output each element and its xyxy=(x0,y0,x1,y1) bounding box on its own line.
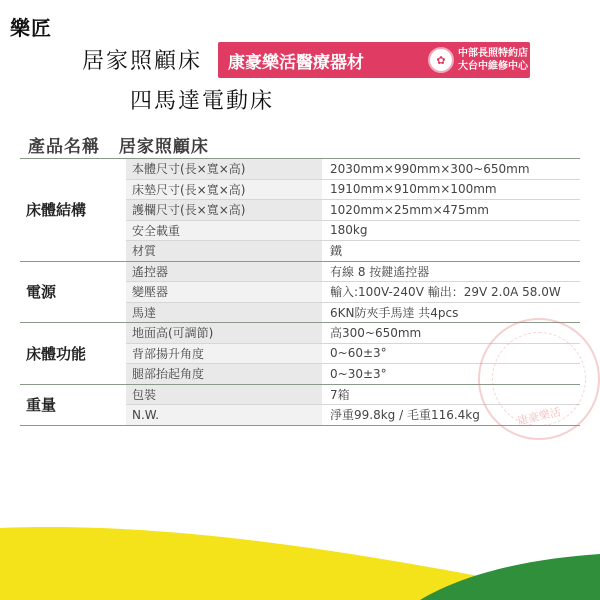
product-label: 產品名稱 xyxy=(28,137,100,157)
spec-group-name: 重量 xyxy=(26,396,57,414)
spec-value: 鐵 xyxy=(330,244,343,259)
decorative-wave xyxy=(0,500,600,600)
spec-group-name: 床體結構 xyxy=(26,201,87,220)
spec-value: 有線 8 按鍵遙控器 xyxy=(330,264,430,279)
spec-key: 腿部抬起角度 xyxy=(126,364,322,384)
spec-key: 包裝 xyxy=(126,385,322,405)
spec-value: 淨重99.8kg / 毛重116.4kg xyxy=(330,408,480,423)
spec-key: 材質 xyxy=(126,241,322,261)
store-name: 康豪樂活醫療器材 xyxy=(228,52,364,73)
store-logo-icon: ✿ xyxy=(428,47,454,73)
spec-key: 變壓器 xyxy=(126,282,322,302)
spec-value: 0~30±3° xyxy=(330,366,387,381)
spec-key: 背部揚升角度 xyxy=(126,344,322,364)
spec-row xyxy=(126,303,580,323)
spec-row xyxy=(126,282,580,303)
store-note-2: 大台中維修中心 xyxy=(458,61,528,72)
spec-key: 馬達 xyxy=(126,303,322,323)
store-notes xyxy=(458,47,528,73)
spec-row xyxy=(126,180,580,201)
spec-value: 6KN防夾手馬達 共4pcs xyxy=(330,305,459,320)
product-name: 居家照顧床 xyxy=(118,137,209,157)
spec-value: 1020mm×25mm×475mm xyxy=(330,202,489,217)
spec-value: 1910mm×910mm×100mm xyxy=(330,182,497,197)
spec-group xyxy=(20,158,580,261)
handwritten-title: 居家照顧床 xyxy=(82,49,203,74)
spec-row xyxy=(126,200,580,221)
spec-row xyxy=(126,241,580,261)
spec-key: 遙控器 xyxy=(126,262,322,282)
watermark-stamp xyxy=(478,318,600,440)
spec-group xyxy=(20,261,580,323)
spec-value: 2030mm×990mm×300~650mm xyxy=(330,161,530,176)
spec-key: 地面高(可調節) xyxy=(126,323,322,343)
spec-value: 高300~650mm xyxy=(330,326,422,341)
spec-key: N.W. xyxy=(126,405,322,425)
spec-row xyxy=(126,262,580,283)
spec-key: 床墊尺寸(長×寬×高) xyxy=(126,180,322,200)
brand-logo-text: 樂匠 xyxy=(10,16,52,40)
spec-value: 輸入:100V-240V 輸出：29V 2.0A 58.0W xyxy=(330,285,561,300)
store-note-1: 中部長照特約店 xyxy=(458,48,528,59)
product-title xyxy=(28,132,209,157)
spec-row xyxy=(126,221,580,242)
spec-key: 本體尺寸(長×寬×高) xyxy=(126,159,322,179)
spec-key: 護欄尺寸(長×寬×高) xyxy=(126,200,322,220)
store-banner xyxy=(218,42,530,78)
stamp-text: 康豪樂活 xyxy=(516,405,562,428)
spec-group-name: 電源 xyxy=(26,283,57,302)
spec-value: 7箱 xyxy=(330,387,350,402)
spec-group-name: 床體功能 xyxy=(26,344,87,363)
handwritten-subtitle: 四馬達電動床 xyxy=(130,89,275,114)
spec-value: 180kg xyxy=(330,223,368,238)
spec-row xyxy=(126,159,580,180)
spec-key: 安全載重 xyxy=(126,221,322,241)
spec-value: 0~60±3° xyxy=(330,346,387,361)
